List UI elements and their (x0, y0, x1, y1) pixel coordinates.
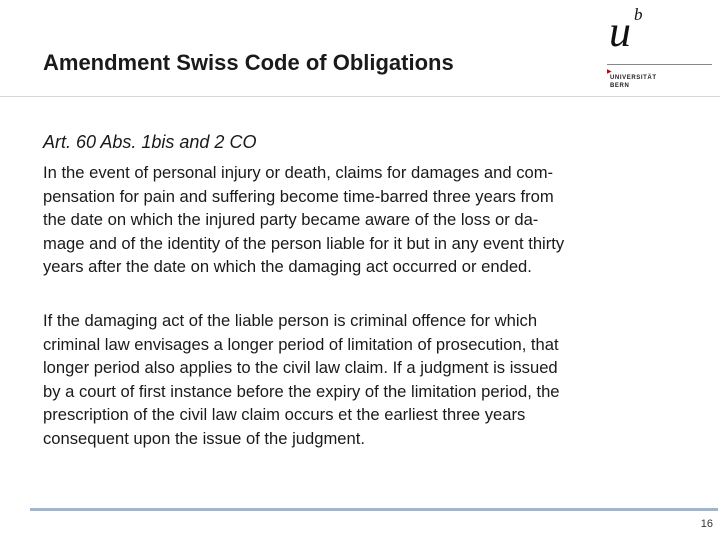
logo-divider (607, 64, 712, 65)
paragraph-line: longer period also applies to the civil law claim. If a judgment is issued (43, 358, 558, 377)
paragraph-line: consequent upon the issue of the judgment. (43, 428, 365, 448)
paragraph-line: by a court of first instance before the expiry of the limitation period, the (43, 381, 560, 401)
title-divider (0, 96, 720, 97)
slide-title: Amendment Swiss Code of Obligations (43, 50, 454, 75)
logo-letter-b: b (634, 5, 643, 24)
logo-letter-u: u (609, 7, 631, 56)
paragraph-line: the date on which the injured party became aware of the loss or da- (43, 210, 539, 229)
paragraph-line: pensation for pain and suffering become time-barred three years from (43, 186, 554, 206)
paragraph-line: If the damaging act of the liable person is criminal offence for which (43, 311, 538, 330)
paragraph-1 (43, 161, 683, 279)
paragraph-line: prescription of the civil law claim occurs et the earliest three years (43, 405, 526, 424)
paragraph-line: In the event of personal injury or death, claims for damages and com- (43, 163, 554, 182)
logo-arrow-icon: ▶ (607, 69, 612, 75)
university-logo (607, 6, 717, 96)
paragraph-line: mage and of the identity of the person liable for it but in any event thirty (43, 233, 565, 253)
logo-text-universitat: UNIVERSITÄT (610, 75, 657, 81)
article-heading: Art. 60 Abs. 1bis and 2 CO (43, 132, 257, 152)
paragraph-line: criminal law envisages a longer period of limitation of prosecution, that (43, 334, 559, 354)
logo-text-bern: BERN (610, 83, 630, 89)
paragraph-2 (43, 309, 683, 450)
footer-divider (30, 508, 718, 511)
page-number: 16 (700, 518, 713, 530)
paragraph-line: years after the date on which the damaging act occurred or ended. (43, 257, 532, 276)
